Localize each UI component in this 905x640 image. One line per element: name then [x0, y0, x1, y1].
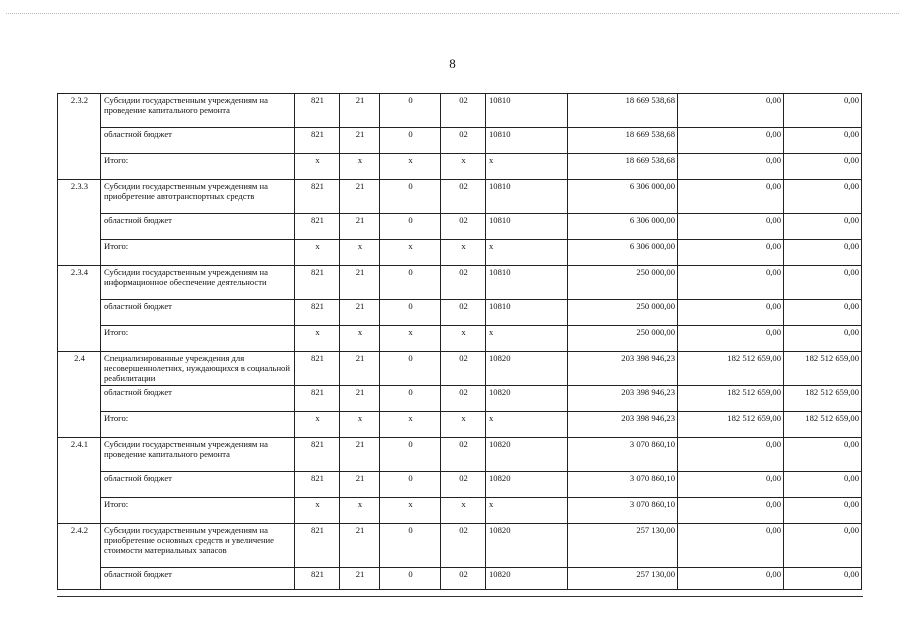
value-year3: 0,00 [784, 94, 862, 128]
row-name: областной бюджет [101, 472, 295, 498]
table-row [58, 438, 862, 472]
table-row [58, 568, 862, 590]
value-year3: 0,00 [784, 498, 862, 524]
value-year3: 0,00 [784, 438, 862, 472]
code-section: 21 [340, 524, 380, 568]
row-name: Итого: [101, 498, 295, 524]
table-row [58, 94, 862, 128]
value-year3: 182 512 659,00 [784, 412, 862, 438]
row-number: 2.3.4 [58, 266, 101, 352]
table-row [58, 266, 862, 300]
code-target: 0 [380, 214, 441, 240]
code-subtarget: 02 [441, 524, 486, 568]
row-name: областной бюджет [101, 300, 295, 326]
value-year2: 0,00 [678, 326, 784, 352]
row-name: областной бюджет [101, 568, 295, 590]
row-name: областной бюджет [101, 386, 295, 412]
code-target: 0 [380, 568, 441, 590]
table-bottom-edge [57, 596, 863, 597]
value-year1: 203 398 946,23 [568, 412, 678, 438]
code-section: 21 [340, 352, 380, 386]
code-target: 0 [380, 524, 441, 568]
code-item: x [486, 240, 568, 266]
code-target: x [380, 326, 441, 352]
value-year2: 0,00 [678, 240, 784, 266]
code-subtarget: 02 [441, 300, 486, 326]
value-year3: 0,00 [784, 300, 862, 326]
code-item: x [486, 498, 568, 524]
code-code: 821 [295, 94, 340, 128]
code-target: x [380, 240, 441, 266]
code-section: x [340, 326, 380, 352]
value-year3: 182 512 659,00 [784, 386, 862, 412]
table-row [58, 326, 862, 352]
value-year2: 182 512 659,00 [678, 386, 784, 412]
value-year2: 0,00 [678, 524, 784, 568]
code-section: 21 [340, 94, 380, 128]
code-code: 821 [295, 180, 340, 214]
table-row [58, 498, 862, 524]
table-row [58, 180, 862, 214]
value-year3: 0,00 [784, 326, 862, 352]
code-code: 821 [295, 568, 340, 590]
row-number: 2.4.1 [58, 438, 101, 524]
table-row [58, 154, 862, 180]
code-section: 21 [340, 180, 380, 214]
value-year1: 18 669 538,68 [568, 128, 678, 154]
code-target: 0 [380, 386, 441, 412]
code-subtarget: x [441, 498, 486, 524]
row-name: областной бюджет [101, 214, 295, 240]
code-code: 821 [295, 386, 340, 412]
value-year3: 0,00 [784, 266, 862, 300]
value-year2: 0,00 [678, 568, 784, 590]
budget-table [57, 93, 862, 590]
value-year2: 0,00 [678, 300, 784, 326]
row-name: Субсидии государственным учреждениям на информационное обеспечение деятельности [101, 266, 295, 300]
code-code: 821 [295, 128, 340, 154]
code-target: 0 [380, 266, 441, 300]
row-name: Субсидии государственным учреждениям на проведение капитального ремонта [101, 94, 295, 128]
code-section: 21 [340, 266, 380, 300]
row-number: 2.3.3 [58, 180, 101, 266]
value-year1: 257 130,00 [568, 568, 678, 590]
value-year3: 0,00 [784, 240, 862, 266]
value-year3: 0,00 [784, 128, 862, 154]
table-row [58, 472, 862, 498]
code-code: x [295, 326, 340, 352]
row-number: 2.4 [58, 352, 101, 438]
code-item: 10820 [486, 472, 568, 498]
table-row [58, 352, 862, 386]
code-item: 10810 [486, 94, 568, 128]
code-code: x [295, 154, 340, 180]
code-item: 10810 [486, 180, 568, 214]
table-row [58, 240, 862, 266]
value-year2: 182 512 659,00 [678, 352, 784, 386]
code-code: 821 [295, 472, 340, 498]
code-target: x [380, 412, 441, 438]
row-number: 2.3.2 [58, 94, 101, 180]
row-number: 2.4.2 [58, 524, 101, 590]
value-year3: 0,00 [784, 568, 862, 590]
code-subtarget: 02 [441, 386, 486, 412]
code-item: 10810 [486, 266, 568, 300]
value-year1: 6 306 000,00 [568, 180, 678, 214]
code-section: 21 [340, 472, 380, 498]
page-number: 8 [449, 56, 456, 71]
code-target: 0 [380, 352, 441, 386]
value-year2: 0,00 [678, 128, 784, 154]
code-section: x [340, 412, 380, 438]
value-year1: 6 306 000,00 [568, 240, 678, 266]
code-code: 821 [295, 352, 340, 386]
code-target: 0 [380, 300, 441, 326]
row-name: Субсидии государственным учреждениям на приобретение основных средств и увеличение стоимости материальных запасов [101, 524, 295, 568]
value-year1: 203 398 946,23 [568, 386, 678, 412]
code-subtarget: x [441, 240, 486, 266]
scan-edge-line [6, 13, 899, 15]
table-row [58, 214, 862, 240]
value-year2: 0,00 [678, 438, 784, 472]
value-year3: 0,00 [784, 524, 862, 568]
code-item: x [486, 154, 568, 180]
table-row [58, 300, 862, 326]
code-item: 10820 [486, 386, 568, 412]
code-subtarget: 02 [441, 352, 486, 386]
value-year3: 182 512 659,00 [784, 352, 862, 386]
code-section: 21 [340, 214, 380, 240]
value-year2: 0,00 [678, 472, 784, 498]
code-subtarget: x [441, 326, 486, 352]
code-item: x [486, 326, 568, 352]
code-item: 10810 [486, 128, 568, 154]
row-name: Итого: [101, 240, 295, 266]
value-year1: 3 070 860,10 [568, 472, 678, 498]
value-year3: 0,00 [784, 180, 862, 214]
value-year2: 0,00 [678, 266, 784, 300]
row-name: Итого: [101, 326, 295, 352]
code-code: x [295, 412, 340, 438]
code-subtarget: 02 [441, 128, 486, 154]
table-row [58, 524, 862, 568]
value-year1: 18 669 538,68 [568, 94, 678, 128]
table-row [58, 386, 862, 412]
value-year1: 257 130,00 [568, 524, 678, 568]
code-section: x [340, 154, 380, 180]
value-year1: 3 070 860,10 [568, 498, 678, 524]
table-row [58, 412, 862, 438]
code-target: 0 [380, 472, 441, 498]
code-subtarget: 02 [441, 180, 486, 214]
code-section: 21 [340, 386, 380, 412]
code-subtarget: 02 [441, 568, 486, 590]
code-target: x [380, 154, 441, 180]
row-name: Специализированные учреждения для несовершеннолетних, нуждающихся в социальной реабилитации [101, 352, 295, 386]
value-year1: 6 306 000,00 [568, 214, 678, 240]
row-name: Субсидии государственным учреждениям на приобретение автотранспортных средств [101, 180, 295, 214]
code-target: 0 [380, 94, 441, 128]
code-item: 10810 [486, 214, 568, 240]
code-item: x [486, 412, 568, 438]
code-code: 821 [295, 300, 340, 326]
table-row [58, 128, 862, 154]
value-year2: 0,00 [678, 498, 784, 524]
value-year2: 0,00 [678, 154, 784, 180]
budget-table-body [58, 94, 862, 590]
code-code: 821 [295, 214, 340, 240]
value-year1: 250 000,00 [568, 300, 678, 326]
value-year3: 0,00 [784, 214, 862, 240]
value-year3: 0,00 [784, 472, 862, 498]
code-subtarget: x [441, 154, 486, 180]
code-section: x [340, 498, 380, 524]
value-year1: 18 669 538,68 [568, 154, 678, 180]
value-year1: 3 070 860,10 [568, 438, 678, 472]
code-code: x [295, 240, 340, 266]
value-year2: 0,00 [678, 94, 784, 128]
value-year3: 0,00 [784, 154, 862, 180]
code-subtarget: 02 [441, 266, 486, 300]
code-section: 21 [340, 128, 380, 154]
code-item: 10820 [486, 524, 568, 568]
code-item: 10810 [486, 300, 568, 326]
row-name: Субсидии государственным учреждениям на проведение капитального ремонта [101, 438, 295, 472]
value-year2: 0,00 [678, 214, 784, 240]
code-target: x [380, 498, 441, 524]
code-target: 0 [380, 128, 441, 154]
code-code: 821 [295, 524, 340, 568]
value-year2: 182 512 659,00 [678, 412, 784, 438]
code-item: 10820 [486, 352, 568, 386]
code-section: 21 [340, 300, 380, 326]
value-year1: 250 000,00 [568, 266, 678, 300]
code-code: 821 [295, 266, 340, 300]
code-target: 0 [380, 180, 441, 214]
code-subtarget: 02 [441, 214, 486, 240]
code-subtarget: 02 [441, 438, 486, 472]
code-item: 10820 [486, 568, 568, 590]
value-year2: 0,00 [678, 180, 784, 214]
code-section: 21 [340, 568, 380, 590]
code-code: x [295, 498, 340, 524]
code-section: x [340, 240, 380, 266]
row-name: Итого: [101, 412, 295, 438]
code-section: 21 [340, 438, 380, 472]
code-subtarget: 02 [441, 472, 486, 498]
code-subtarget: 02 [441, 94, 486, 128]
code-subtarget: x [441, 412, 486, 438]
value-year1: 203 398 946,23 [568, 352, 678, 386]
code-item: 10820 [486, 438, 568, 472]
value-year1: 250 000,00 [568, 326, 678, 352]
row-name: областной бюджет [101, 128, 295, 154]
code-target: 0 [380, 438, 441, 472]
row-name: Итого: [101, 154, 295, 180]
code-code: 821 [295, 438, 340, 472]
